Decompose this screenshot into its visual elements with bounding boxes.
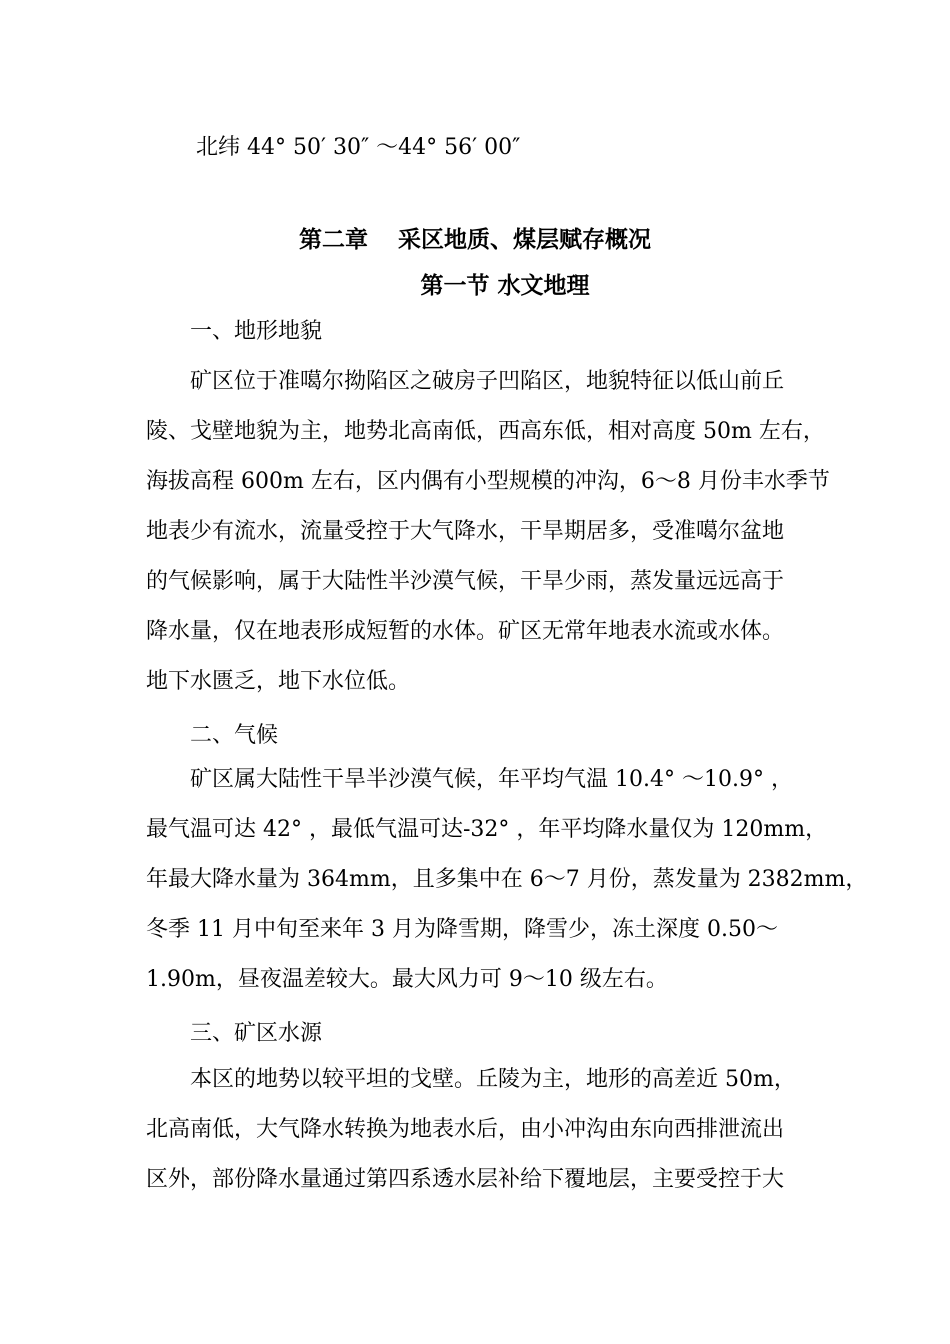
chapter-number: 第二章	[299, 226, 368, 253]
climate-paragraph-line: 最气温可达 42° ，最低气温可达-32° ，年平均降水量仅为 120mm，	[146, 817, 828, 842]
landform-paragraph-line: 矿区位于准噶尔拗陷区之破房子凹陷区，地貌特征以低山前丘	[190, 369, 785, 394]
landform-paragraph-line: 地表少有流水，流量受控于大气降水，干旱期居多，受准噶尔盆地	[146, 519, 785, 544]
coordinate-line: 北纬 44° 50′ 30″ ～44° 56′ 00″	[196, 135, 521, 160]
landform-paragraph-line: 的气候影响，属于大陆性半沙漠气候，干旱少雨，蒸发量远远高于	[146, 569, 785, 594]
water-source-paragraph-line: 区外，部份降水量通过第四系透水层补给下覆地层，主要受控于大	[146, 1167, 785, 1192]
section-title: 第一节 水文地理	[420, 272, 590, 299]
climate-paragraph-line: 冬季 11 月中旬至来年 3 月为降雪期，降雪少，冻土深度 0.50～	[146, 917, 778, 942]
water-source-heading: 三、矿区水源	[190, 1021, 323, 1046]
landform-paragraph-line: 地下水匮乏，地下水位低。	[146, 669, 411, 694]
climate-paragraph-line: 1.90m，昼夜温差较大。最大风力可 9～10 级左右。	[146, 967, 668, 992]
water-source-paragraph-line: 本区的地势以较平坦的戈壁。丘陵为主，地形的高差近 50m，	[190, 1067, 796, 1092]
chapter-name: 采区地质、煤层赋存概况	[398, 226, 651, 253]
landform-paragraph-line: 海拔高程 600m 左右，区内偶有小型规模的冲沟，6～8 月份丰水季节	[146, 469, 830, 494]
chapter-title	[0, 226, 950, 254]
water-source-paragraph-line: 北高南低，大气降水转换为地表水后，由小冲沟由东向西排泄流出	[146, 1117, 785, 1142]
climate-heading: 二、气候	[190, 723, 279, 748]
climate-paragraph-line: 矿区属大陆性干旱半沙漠气候，年平均气温 10.4° ～10.9° ，	[190, 767, 793, 792]
climate-paragraph-line: 年最大降水量为 364mm，且多集中在 6～7 月份，蒸发量为 2382mm，	[146, 867, 868, 892]
landform-heading: 一、地形地貌	[190, 319, 323, 344]
landform-paragraph-line: 陵、戈壁地貌为主，地势北高南低，西高东低，相对高度 50m 左右，	[146, 419, 825, 444]
landform-paragraph-line: 降水量，仅在地表形成短暂的水体。矿区无常年地表水流或水体。	[146, 619, 785, 644]
